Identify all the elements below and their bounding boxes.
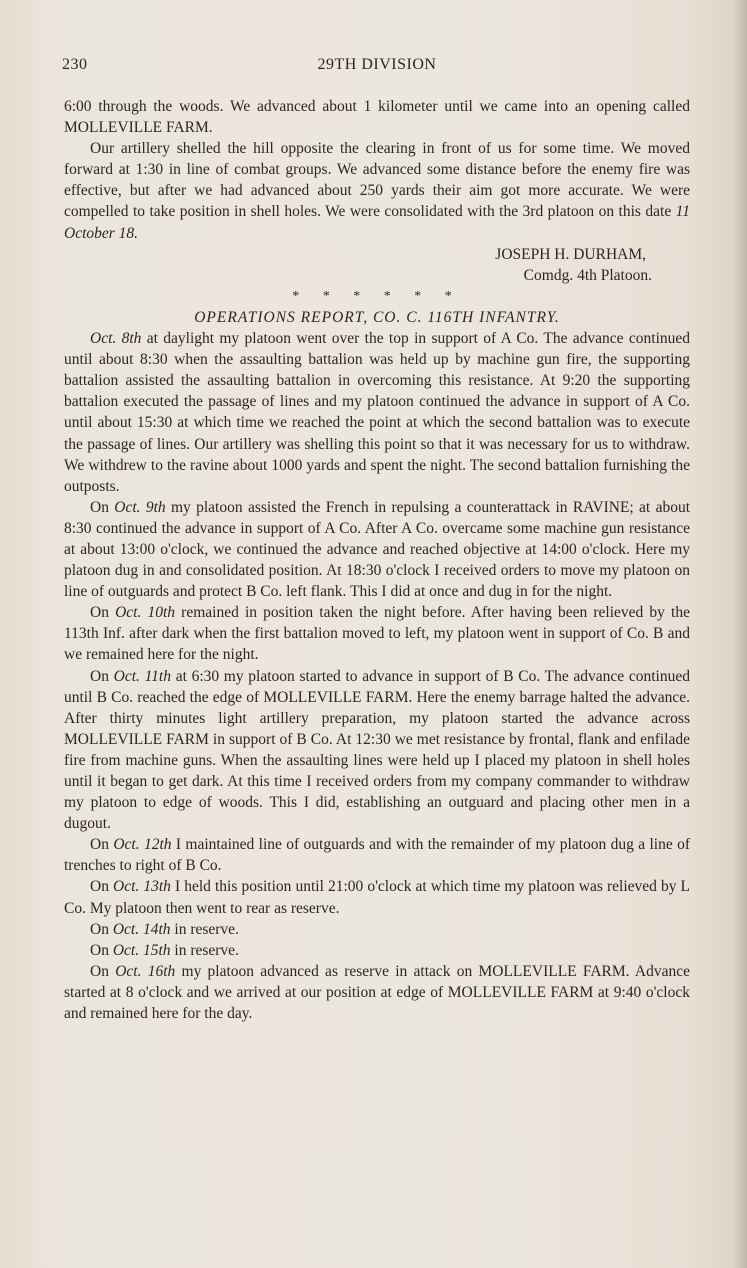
entry-text: in reserve. [170, 920, 239, 938]
page-number: 230 [62, 56, 88, 73]
entry-oct-16 [64, 961, 690, 1024]
entry-text: at 6:30 my platoon started to advance in support of B Co. The advance continued until B Co. reached the edge of MOLLEVILLE FARM. Here the enemy barrage halted the advance. After thirty minutes light artillery preparation, my platoon started the advance across MOLLEVILLE FARM in support of B Co. At 12:30 we met resistance by frontal, flank and enfilade fire from machine guns. When the assaulting lines were held up I placed my platoon in shell holes until it began to get dark. At this time I received orders from my company commander to withdraw my platoon to edge of woods. This I did, establishing an outguard and placing other men in a dugout. [64, 667, 690, 833]
entry-text: at daylight my platoon went over the top in support of A Co. The advance continued until about 8:30 when the assaulting battalion was held up by machine gun fire, the supporting battalion assisted the assaulting battalion in overcoming this resistance. At 9:20 the supporting battalion executed the passage of lines and my platoon continued the advance in support of A Co. until about 15:30 at which time we reached the point at which the second battalion was to execute the passage of lines. Our artillery was shelling this point so that it was necessary for us to withdraw. We withdrew to the ravine about 1000 yards and spent the night. The second battalion furnishing the outposts. [64, 330, 691, 495]
entry-prefix: On [90, 878, 114, 896]
entry-date: Oct. 13th [113, 878, 171, 896]
entry-date: Oct. 10th [115, 604, 176, 622]
entry-text: my platoon advanced as reserve in attack on MOLLEVILLE FARM. Advance started at 8 o'clock and we arrived at our position at edge of MOLLEVILLE FARM at 9:40 o'clock and remained here for the day. [64, 962, 691, 1023]
entry-oct-10 [64, 602, 690, 665]
entry-oct-8 [64, 328, 690, 497]
entry-prefix: On [90, 667, 114, 685]
entry-date: Oct. 16th [115, 962, 176, 980]
paragraph-text: Our artillery shelled the hill opposite the clearing in front of us for some time. We moved forward at 1:30 in line of combat groups. We advanced some distance before the enemy fire was effective, but after we had advanced about 250 yards their aim got more accurate. We were compelled to take position in shell holes. We were consolidated with the 3rd platoon on this date [64, 140, 690, 221]
entry-date: Oct. 14th [112, 920, 171, 938]
paragraph-date: 11 October 18. [64, 203, 690, 242]
page-body [64, 96, 690, 1024]
signature-title: Comdg. 4th Platoon. [523, 266, 652, 284]
entry-text: I held this position until 21:00 o'clock at which time my platoon was relieved by L Co. My platoon then went to rear as reserve. [64, 878, 691, 917]
entry-oct-14 [64, 919, 690, 940]
entry-oct-12 [64, 834, 690, 876]
running-title: 29TH DIVISION [317, 56, 437, 73]
entry-date: Oct. 8th [90, 330, 142, 348]
entry-date: Oct. 9th [114, 498, 166, 516]
entry-text: in reserve. [170, 941, 239, 959]
entry-text: my platoon assisted the French in repulsing a counterattack in RAVINE; at about 8:30 continued the advance in support of A Co. After A Co. overcame some machine gun resistance at about 13:00 o'clock, we continued the advance and reached objective at 14:00 o'clock. Here my platoon dug in and consolidated position. At 18:30 o'clock I received orders to move my platoon on line of outguards and protect B Co. left flank. This I did at once and dug in for the night. [64, 498, 691, 601]
entry-prefix: On [90, 604, 116, 622]
entry-date: Oct. 15th [112, 941, 171, 959]
entry-oct-11 [64, 666, 690, 835]
entry-prefix: On [90, 836, 114, 854]
entry-oct-9 [64, 497, 690, 602]
entry-oct-13 [64, 876, 690, 918]
entry-text: remained in position taken the night before. After having been relieved by the 113th Inf. after dark when the first battalion moved to left, my platoon went in support of Co. B and we remained here for the night. [64, 604, 690, 664]
section-separator: * * * * * * [292, 288, 462, 304]
entry-oct-15 [64, 940, 690, 961]
paragraph-artillery [64, 138, 690, 243]
entry-prefix: On [90, 962, 116, 980]
page-spine-shadow [733, 0, 747, 1268]
entry-prefix: On [90, 498, 115, 516]
entry-prefix: On [90, 941, 113, 959]
entry-text: I maintained line of outguards and with the remainder of my platoon dug a line of trenches to right of B Co. [64, 836, 690, 875]
paragraph-continued: 6:00 through the woods. We advanced about 1 kilometer until we came into an opening called MOLLEVILLE FARM. [64, 98, 690, 137]
entry-date: Oct. 12th [113, 836, 172, 854]
entry-prefix: On [90, 920, 113, 938]
report-heading: OPERATIONS REPORT, CO. C. 116TH INFANTRY. [194, 308, 560, 326]
signature-name: JOSEPH H. DURHAM, [495, 245, 646, 263]
entry-date: Oct. 11th [113, 667, 171, 685]
page-header [62, 56, 692, 80]
